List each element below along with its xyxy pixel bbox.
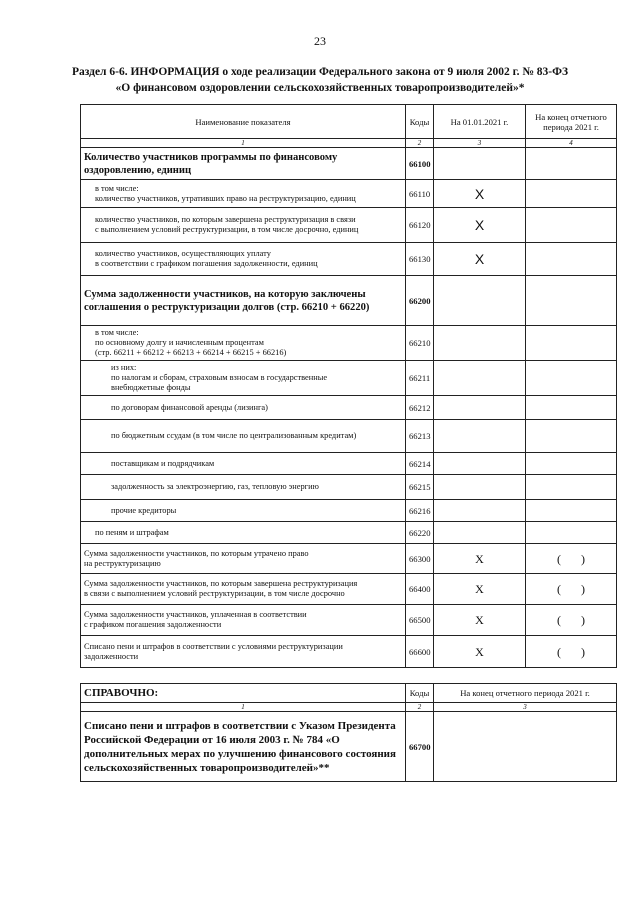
row-label-line: Сумма задолженности участников, уплаченная в соответствии <box>84 610 307 619</box>
reference-col-number: 3 <box>434 703 617 712</box>
row-code: 66214 <box>406 453 434 475</box>
row-label <box>81 243 406 276</box>
reference-row-label <box>81 712 406 782</box>
row-code: 66215 <box>406 475 434 500</box>
row-code: 66130 <box>406 243 434 276</box>
reference-row-line: сельскохозяйственных товаропроизводителей»** <box>84 761 330 774</box>
table-row <box>81 420 617 453</box>
row-code: 66400 <box>406 574 434 605</box>
table-row <box>81 500 617 522</box>
row-start-value[interactable] <box>434 396 526 420</box>
row-label <box>81 276 406 326</box>
title-line-2: «О финансовом оздоровлении сельскохозяйственных товаропроизводителей»* <box>115 82 525 94</box>
row-label-line: внебюджетные фонды <box>111 383 191 392</box>
row-label-line: в связи с выполнением условий реструктуризации, в том числе досрочно <box>84 589 345 598</box>
row-label <box>81 208 406 243</box>
header-start: На 01.01.2021 г. <box>434 105 526 139</box>
row-label <box>81 544 406 574</box>
row-label-line: на реструктуризацию <box>84 558 161 568</box>
row-label-line: Сумма задолженности участников, по которым утрачено право <box>84 548 309 558</box>
reference-col-number: 1 <box>81 703 406 712</box>
row-label <box>81 453 406 475</box>
table-row <box>81 636 617 668</box>
row-code: 66500 <box>406 605 434 636</box>
row-code: 66211 <box>406 361 434 396</box>
table-row <box>81 453 617 475</box>
row-label-line: Списано пени и штрафов в соответствии с условиями реструктуризации <box>84 641 343 651</box>
row-label <box>81 396 406 420</box>
row-label <box>81 605 406 636</box>
table-row <box>81 326 617 361</box>
row-label-line: из них: <box>111 363 137 372</box>
row-code: 66213 <box>406 420 434 453</box>
table-row <box>81 208 617 243</box>
reference-value-header: На конец отчетного периода 2021 г. <box>434 684 617 703</box>
table-row <box>81 544 617 574</box>
section-title <box>20 64 620 96</box>
header-end-line: периода 2021 г. <box>543 121 599 132</box>
row-start-value[interactable] <box>434 522 526 544</box>
table-row <box>81 243 617 276</box>
row-label-line: соглашения о реструктуризации долгов (стр. 66210 + 66220) <box>84 301 370 313</box>
row-label-line: с выполнением условий реструктуризации, в том числе досрочно, единиц <box>95 225 359 234</box>
reference-table <box>80 683 617 782</box>
row-end-value[interactable] <box>526 396 617 420</box>
row-end-value[interactable] <box>526 148 617 180</box>
row-label-line: оздоровлению, единиц <box>84 164 192 176</box>
page-number: 23 <box>314 34 326 48</box>
col-number: 1 <box>81 139 406 148</box>
row-label-line: количество участников, утративших право на реструктуризацию, единиц <box>95 193 356 203</box>
row-label <box>81 500 406 522</box>
row-label-line: прочие кредиторы <box>111 505 177 515</box>
table-row <box>81 276 617 326</box>
parenthesized-value[interactable]: ( ) <box>557 551 585 566</box>
reference-row-line: Российской Федерации от 16 июля 2003 г. № 784 «О <box>84 733 340 746</box>
row-end-value[interactable] <box>526 453 617 475</box>
row-label-line: по договорам финансовой аренды (лизинга) <box>111 402 268 412</box>
table-row <box>81 148 617 180</box>
table-row <box>81 475 617 500</box>
col-number: 4 <box>526 139 617 148</box>
header-end <box>526 105 617 139</box>
row-start-value[interactable]: X <box>434 636 526 668</box>
row-end-value[interactable] <box>526 243 617 276</box>
row-start-value[interactable] <box>434 361 526 396</box>
row-end-value[interactable] <box>526 208 617 243</box>
reference-col-number: 2 <box>406 703 434 712</box>
header-end-line: На конец отчетного <box>535 111 607 122</box>
reference-row-line: Списано пени и штрафов в соответствии с Указом Президента <box>84 719 396 732</box>
row-label-line: поставщикам и подрядчикам <box>111 458 215 468</box>
row-code: 66200 <box>406 276 434 326</box>
row-label <box>81 361 406 396</box>
row-end-value[interactable] <box>526 276 617 326</box>
parenthesized-value[interactable]: ( ) <box>557 613 585 627</box>
row-code: 66300 <box>406 544 434 574</box>
row-start-value[interactable]: X <box>434 544 526 574</box>
row-code: 66120 <box>406 208 434 243</box>
row-start-value[interactable]: X <box>434 243 526 276</box>
reference-row-code: 66700 <box>406 712 434 782</box>
row-label-line: по основному долгу и начисленным процентам <box>95 338 264 347</box>
row-label <box>81 180 406 208</box>
row-label-line: по налогам и сборам, страховым взносам в государственные <box>111 373 328 382</box>
reference-title: СПРАВОЧНО: <box>81 684 406 703</box>
row-label-line: задолженности <box>84 651 139 661</box>
row-label-line: по пеням и штрафам <box>95 527 169 537</box>
row-label-line: в том числе: <box>95 328 139 337</box>
reference-code-header: Коды <box>406 684 434 703</box>
row-code: 66216 <box>406 500 434 522</box>
row-label-line: количество участников, осуществляющих уплату <box>95 249 271 258</box>
row-code: 66220 <box>406 522 434 544</box>
header-name: Наименование показателя <box>81 105 406 139</box>
row-end-value[interactable] <box>526 636 617 668</box>
table-row <box>81 361 617 396</box>
row-start-value[interactable] <box>434 420 526 453</box>
table-row <box>81 180 617 208</box>
row-end-value[interactable] <box>526 544 617 574</box>
table-row <box>81 574 617 605</box>
row-start-value[interactable] <box>434 475 526 500</box>
row-start-value[interactable] <box>434 326 526 361</box>
row-label <box>81 475 406 500</box>
reference-row-line: дополнительных мерах по улучшению финансового состояния <box>84 747 396 760</box>
row-label <box>81 636 406 668</box>
row-label-line: Сумма задолженности участников, на которую заключены <box>84 288 366 300</box>
main-table <box>80 104 617 668</box>
row-code: 66100 <box>406 148 434 180</box>
table-row <box>81 605 617 636</box>
row-code: 66210 <box>406 326 434 361</box>
row-start-value[interactable]: X <box>434 208 526 243</box>
row-label-line: с графиком погашения задолженности <box>84 620 222 629</box>
row-label-line: количество участников, по которым завершена реструктуризация в связи <box>95 215 356 224</box>
row-label <box>81 326 406 361</box>
row-start-value[interactable]: X <box>434 605 526 636</box>
row-end-value[interactable] <box>526 180 617 208</box>
row-code: 66110 <box>406 180 434 208</box>
row-label <box>81 420 406 453</box>
title-line-1: Раздел 6-6. ИНФОРМАЦИЯ о ходе реализации Федерального закона от 9 июля 2002 г. № 83-ФЗ <box>71 66 569 78</box>
row-end-value[interactable] <box>526 361 617 396</box>
row-start-value[interactable] <box>434 453 526 475</box>
col-number: 2 <box>406 139 434 148</box>
parenthesized-value[interactable]: ( ) <box>557 582 585 596</box>
row-label <box>81 148 406 180</box>
row-end-value[interactable] <box>526 420 617 453</box>
row-end-value[interactable] <box>526 475 617 500</box>
row-label-line: Количество участников программы по финансовому <box>84 151 338 163</box>
row-label-line: в том числе: <box>95 183 139 193</box>
row-end-value[interactable] <box>526 574 617 605</box>
reference-row-value[interactable] <box>434 712 617 782</box>
row-label-line: (стр. 66211 + 66212 + 66213 + 66214 + 66215 + 66216) <box>95 348 287 357</box>
row-label-line: задолженность за электроэнергию, газ, тепловую энергию <box>111 482 319 491</box>
row-start-value[interactable]: X <box>434 180 526 208</box>
row-start-value[interactable]: X <box>434 574 526 605</box>
parenthesized-value[interactable]: ( ) <box>557 644 585 659</box>
row-label-line: в соответствии с графиком погашения задолженности, единиц <box>95 259 318 268</box>
col-number: 3 <box>434 139 526 148</box>
row-end-value[interactable] <box>526 326 617 361</box>
row-start-value[interactable] <box>434 500 526 522</box>
header-code: Коды <box>406 105 434 139</box>
row-label-line: Сумма задолженности участников, по которым завершена реструктуризация <box>84 579 358 588</box>
row-label <box>81 574 406 605</box>
row-end-value[interactable] <box>526 500 617 522</box>
row-start-value[interactable] <box>434 276 526 326</box>
row-label <box>81 522 406 544</box>
row-code: 66212 <box>406 396 434 420</box>
table-row <box>81 522 617 544</box>
row-start-value[interactable] <box>434 148 526 180</box>
table-row <box>81 396 617 420</box>
row-label-line: по бюджетным ссудам (в том числе по централизованным кредитам) <box>111 431 357 440</box>
row-end-value[interactable] <box>526 522 617 544</box>
row-code: 66600 <box>406 636 434 668</box>
row-end-value[interactable] <box>526 605 617 636</box>
